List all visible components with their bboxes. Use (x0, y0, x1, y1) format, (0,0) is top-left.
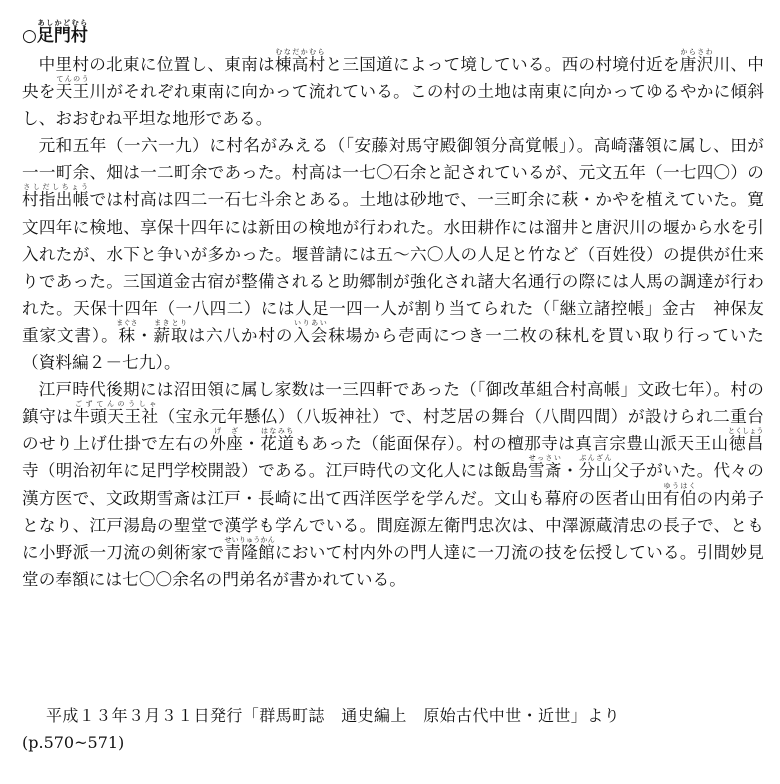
ruby-word: 青隆館せいりゅうかん (224, 535, 276, 562)
ruby-word: 取とり (171, 318, 189, 345)
ruby-word: 花道はなみち (260, 427, 295, 454)
source-citation (22, 702, 764, 756)
text-run: では村高は四二一石七斗余とある。土地は砂地で、一三町余に萩・かやを植えていた。寛文四年に検地、享保十四年には新田の検地が行われた。水田耕作には溜井と唐沢川の堰から水を引入れたが、水下と争いが多かった。堰普請には五～六〇人の人足と竹など（百姓役）の提供が仕来りであった。三国道金古宿が整備されると助郷制が強化され諸大名通行の際には人馬の調達が行われた。天保十四年（一八四二）には人足一四一人が割り当てられた（「継立諸控帳」金古 神保友重家文書）。 (22, 190, 764, 345)
text-run: において村内外の門人達に一刀流の技を伝授している。引間妙見堂の奉額には七〇〇余名の門弟名が書かれている。 (22, 542, 764, 589)
ruby-word: 外座げざ (209, 427, 244, 454)
citation-source: 平成１３年３月３１日発行「群馬町誌 通史編上 原始古代中世・近世」より (46, 706, 621, 725)
text-run: ・ (561, 461, 579, 481)
text-run: （宝永元年懸仏）（八坂神社）で、村芝居の舞台（八間四間）が設けられ二重台のせり上げ仕掛で左右の (22, 407, 765, 454)
ruby-word: 村指出帳さしだしちょう (22, 183, 90, 210)
ruby-word: 秣まぐさ (116, 318, 138, 345)
ruby-reading: まぐさ (116, 318, 138, 327)
ruby-word: 有伯ゆうはく (662, 481, 697, 508)
text-run: は六八か村の (188, 325, 294, 345)
ruby-word: 牛頭天王社ごずてんのうしゃ (73, 400, 159, 427)
text-run: ・ (243, 434, 261, 454)
title-ruby: あしかどむら (36, 18, 88, 27)
title-text: 足門村あしかどむら (36, 18, 88, 46)
paragraph-geography (22, 48, 764, 132)
text-run: 川、中央を (22, 55, 764, 102)
text-run: 江戸時代後期には沼田領に属し家数は一三四軒であった（「御改革組合村高帳」文政七年）。村の鎮守は (22, 380, 764, 427)
ruby-reading: ぶんざん (578, 454, 613, 463)
ruby-reading: せいりゅうかん (224, 535, 275, 544)
ruby-word: 分山ぶんざん (578, 454, 613, 481)
ruby-reading: とり (171, 318, 188, 327)
ruby-reading: とくしょう (727, 427, 764, 436)
ruby-word: 入会いりあい (293, 318, 329, 345)
ruby-reading: ごずてんのうしゃ (73, 400, 159, 409)
text-run: 元和五年（一六一九）に村名がみえる（「安藤対馬守殿御領分高覚帳」）。高崎藩領に属し、田が一一町余、畑は一二町余であった。村高は一七〇石余と記されているが、元文五年（一七四〇）の (22, 136, 764, 183)
text-run: ・ (135, 325, 154, 345)
ruby-reading: げざ (209, 427, 243, 436)
citation-pages: (p.570~571) (22, 733, 125, 752)
text-run: と三国道によって境している。西の村境付近を (325, 55, 680, 74)
text-run: もあった（能面保存）。村の檀那寺は真言宗豊山派天王山 (294, 434, 729, 454)
text-run: 秣場から壱両につき一二枚の秣札を買い取り行っていた（資料編２－七九）。 (22, 325, 764, 373)
ruby-reading: はなみち (260, 427, 295, 436)
ruby-word: 唐沢からさわ (679, 48, 714, 74)
paragraph-edo-late (22, 376, 764, 593)
ruby-word: 棟高村むなだかむら (274, 48, 326, 74)
ruby-reading: からさわ (679, 48, 714, 56)
ruby-reading: いりあい (293, 318, 328, 327)
text-run: 寺（明治初年に足門学校開設）である。江戸時代の文化人には飯島 (22, 461, 529, 481)
section-title (22, 18, 88, 48)
ruby-reading: ゆうはく (662, 481, 697, 490)
ruby-word: 雪斎せっさい (528, 454, 562, 481)
paragraph-edo-early (22, 132, 764, 376)
ruby-word: 天王てんのう (55, 75, 90, 102)
ruby-reading: てんのう (55, 75, 90, 84)
body-text (22, 48, 764, 593)
title-bullet: ○ (22, 26, 37, 46)
ruby-reading: むなだかむら (274, 48, 326, 56)
ruby-word: 徳昌とくしょう (727, 427, 764, 454)
ruby-reading: まき (153, 318, 171, 327)
text-run: 父子がいた。代々の漢方医で、文政期雪斎は江戸・長崎に出て西洋医学を学んだ。文山も幕府の医者山田 (22, 461, 764, 508)
ruby-word: 薪まき (153, 318, 171, 345)
text-run: 川がそれぞれ東南に向かって流れている。この村の土地は南東に向かってゆるやかに傾斜し、おおむね平坦な地形である。 (22, 82, 765, 129)
text-run: の内弟子となり、江戸湯島の聖堂で漢学も学んでいる。間庭源左衛門忠次は、中澤源蔵清忠の長子で、ともに小野派一刀流の剣術家で (22, 488, 764, 562)
ruby-reading: せっさい (528, 454, 562, 463)
document-page (22, 0, 764, 784)
text-run: 中里村の北東に位置し、東南は (38, 55, 275, 74)
ruby-reading: さしだしちょう (22, 183, 90, 192)
